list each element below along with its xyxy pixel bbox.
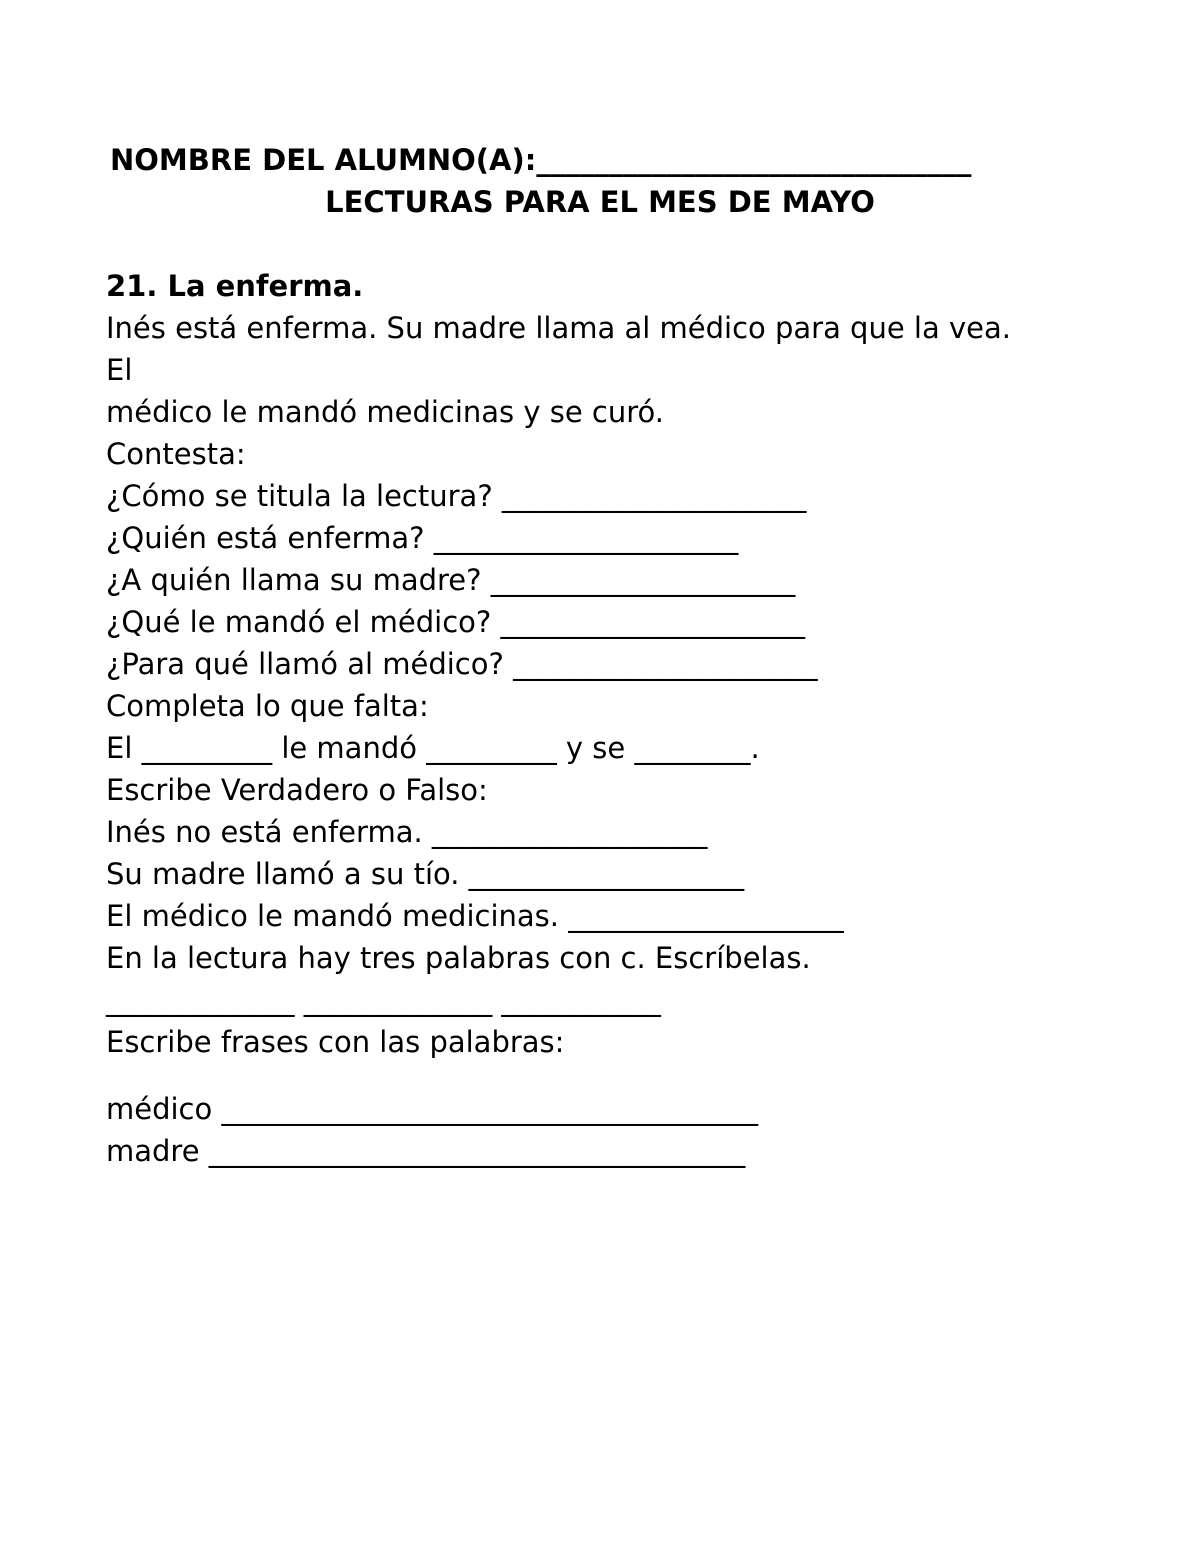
statement-line: Inés no está enferma. ___________________ bbox=[106, 815, 708, 849]
question-line: ¿Cómo se titula la lectura? _____________________ bbox=[106, 479, 807, 513]
verdadero-falso-label: Escribe Verdadero o Falso: bbox=[106, 773, 488, 807]
question-line: ¿Qué le mandó el médico? _____________________ bbox=[106, 605, 806, 639]
question-line: ¿Quién está enferma? _____________________ bbox=[106, 521, 739, 555]
contesta-label: Contesta: bbox=[106, 437, 246, 471]
frase-line: médico _____________________________________ bbox=[106, 1092, 758, 1126]
page-title: LECTURAS PARA EL MES DE MAYO bbox=[325, 185, 875, 219]
statement-line: Su madre llamó a su tío. ___________________ bbox=[106, 857, 745, 891]
frases-label: Escribe frases con las palabras: bbox=[106, 1025, 565, 1059]
completa-sentence: El _________ le mandó _________ y se ________. bbox=[106, 731, 760, 765]
statement-line: El médico le mandó medicinas. ___________________ bbox=[106, 899, 844, 933]
reading-text-line: médico le mandó medicinas y se curó. bbox=[106, 395, 664, 429]
student-name-line: NOMBRE DEL ALUMNO(A):______________________________ bbox=[110, 143, 972, 177]
frase-line: madre _____________________________________ bbox=[106, 1134, 746, 1168]
palabras-c-blanks: _____________ _____________ ___________ bbox=[106, 983, 661, 1017]
palabras-c-instruction: En la lectura hay tres palabras con c. Escríbelas. bbox=[106, 941, 811, 975]
question-line: ¿Para qué llamó al médico? _____________________ bbox=[106, 647, 818, 681]
question-line: ¿A quién llama su madre? _____________________ bbox=[106, 563, 796, 597]
completa-label: Completa lo que falta: bbox=[106, 689, 429, 723]
reading-heading: 21. La enferma. bbox=[106, 269, 364, 303]
reading-text-line: El bbox=[106, 353, 133, 387]
reading-text-line: Inés está enferma. Su madre llama al médico para que la vea. bbox=[106, 311, 1011, 345]
